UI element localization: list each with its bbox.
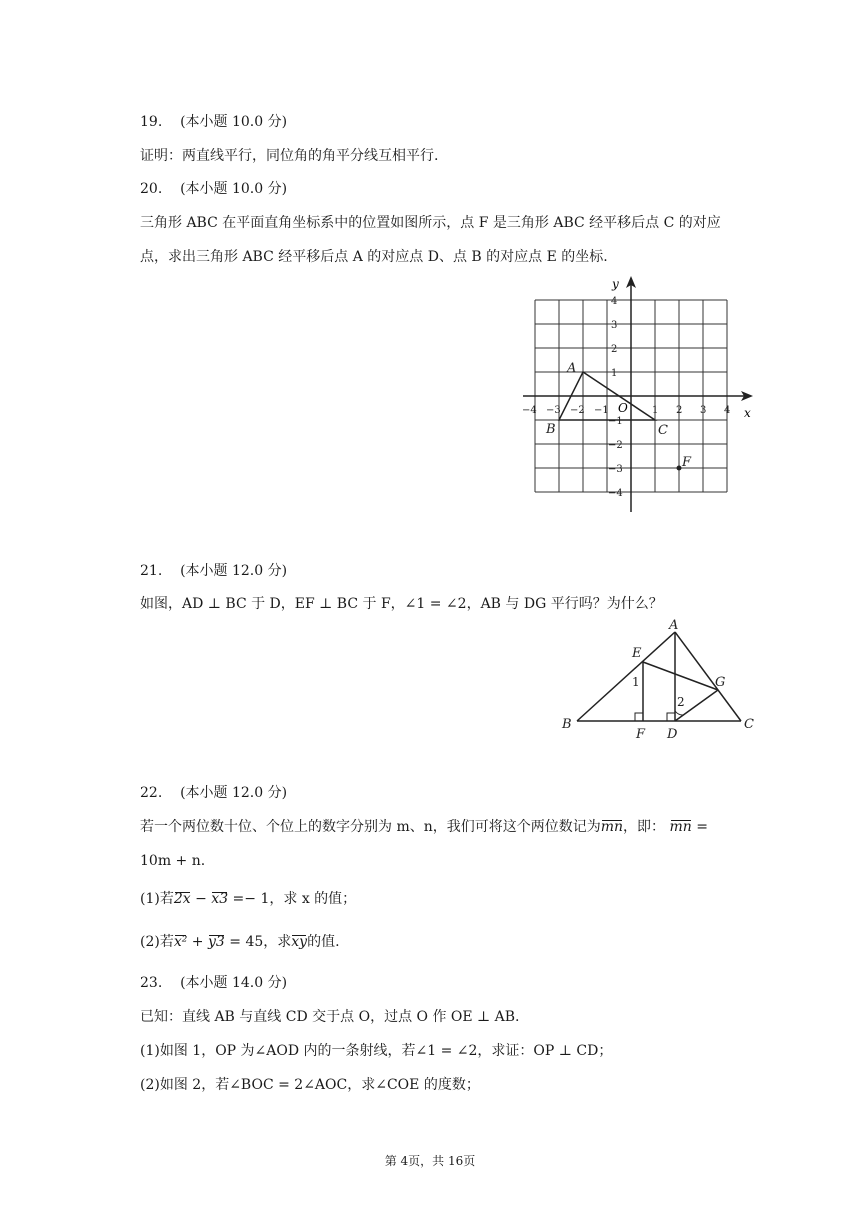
q22-text: ，即： — [623, 819, 666, 835]
segment-ac — [675, 632, 741, 721]
q21-text: 如图，AD ⊥ BC 于 D，EF ⊥ BC 于 F，∠1 = ∠2，AB 与 DG 平行吗？为什么？ — [140, 596, 663, 612]
q20-header — [140, 179, 287, 199]
q21-triangle-figure — [555, 615, 765, 745]
q19-text: 证明：两直线平行，同位角的角平分线互相平行. — [140, 148, 439, 164]
segment-ab — [577, 632, 675, 721]
overline-x3: x3 — [211, 891, 229, 907]
y-tick-label: −3 — [608, 464, 623, 475]
origin-label: O — [618, 401, 628, 415]
x-tick-label: 2 — [676, 405, 683, 416]
q20-score: (本小题 10.0 分) — [180, 181, 288, 197]
overline-mn: mn — [669, 819, 692, 835]
q19-score: (本小题 10.0 分) — [180, 114, 288, 130]
axes — [523, 284, 745, 512]
x-axis-label: x — [744, 406, 751, 420]
label-f: F — [636, 727, 646, 742]
y-tick-label: 2 — [611, 344, 618, 355]
q22-score: (本小题 12.0 分) — [180, 785, 288, 801]
q20-coordinate-figure — [515, 272, 755, 522]
q22-text: 的值. — [307, 934, 340, 950]
angle-2-arc — [675, 711, 683, 715]
overline-2x: 2x — [173, 891, 191, 907]
q19-number: 19. — [140, 114, 163, 130]
point-a-label: A — [567, 361, 577, 376]
label-c: C — [744, 717, 754, 732]
y-tick-label: 3 — [611, 320, 618, 331]
q22-line2: 10m + n. — [140, 853, 206, 869]
point-c-label: C — [658, 423, 668, 438]
q22-text: =− 1，求 x 的值； — [228, 891, 357, 907]
point-f — [677, 466, 682, 471]
q19-header — [140, 112, 287, 132]
q22-text: − — [190, 891, 212, 907]
point-b-label: B — [546, 422, 556, 437]
q20-line1: 三角形 ABC 在平面直角坐标系中的位置如图所示，点 F 是三角形 ABC 经平移后点 C 的对应 — [140, 215, 721, 231]
y-tick-label: −1 — [608, 416, 623, 427]
overline-y3: y3 — [208, 934, 225, 950]
overline-x2: x² — [173, 934, 188, 950]
label-d: D — [667, 727, 678, 742]
q20-number: 20. — [140, 181, 163, 197]
x-tick-label: −3 — [546, 405, 561, 416]
q22-text: (1)若 — [140, 891, 174, 907]
point-f-label: F — [682, 455, 692, 470]
q22-part2 — [140, 932, 340, 952]
overline-mn: mn — [600, 819, 624, 835]
q23-header — [140, 973, 287, 993]
q22-line1 — [140, 817, 708, 837]
x-tick-label: 3 — [700, 405, 707, 416]
q23-line2: (1)如图 1，OP 为∠AOD 内的一条射线，若∠1 = ∠2，求证：OP ⊥ CD； — [140, 1043, 613, 1059]
q23-number: 23. — [140, 975, 163, 991]
y-tick-label: 1 — [611, 368, 618, 379]
q22-text: 若一个两位数十位、个位上的数字分别为 m、n，我们可将这个两位数记为 — [140, 819, 601, 835]
label-a: A — [669, 618, 679, 633]
page-footer: 第 4页，共 16页 — [384, 1154, 476, 1168]
q23-line3: (2)如图 2，若∠BOC = 2∠AOC，求∠COE 的度数； — [140, 1077, 480, 1093]
x-tick-label: −4 — [522, 405, 537, 416]
label-b: B — [562, 717, 572, 732]
q21-number: 21. — [140, 563, 163, 579]
right-angle-f-icon — [635, 713, 643, 721]
y-tick-label: 4 — [611, 296, 618, 307]
angle-2-label: 2 — [677, 695, 685, 709]
q21-header — [140, 561, 287, 581]
q22-text: + — [187, 934, 208, 950]
q22-text: (2)若 — [140, 934, 174, 950]
right-angle-d-icon — [667, 713, 675, 721]
q22-header — [140, 783, 287, 803]
x-tick-label: −2 — [570, 405, 585, 416]
y-tick-label: −2 — [608, 440, 623, 451]
q23-score: (本小题 14.0 分) — [180, 975, 288, 991]
q21-score: (本小题 12.0 分) — [180, 563, 288, 579]
label-g: G — [715, 675, 726, 690]
q22-number: 22. — [140, 785, 163, 801]
x-tick-label: 4 — [724, 405, 731, 416]
q22-part1 — [140, 889, 356, 909]
x-tick-label: 1 — [652, 405, 659, 416]
label-e: E — [632, 646, 642, 661]
overline-xy: xy — [291, 934, 308, 950]
angle-1-label: 1 — [632, 675, 640, 689]
q22-text: = — [691, 819, 708, 835]
q20-line2: 点，求出三角形 ABC 经平移后点 A 的对应点 D、点 B 的对应点 E 的坐标. — [140, 249, 608, 265]
y-tick-label: −4 — [608, 488, 623, 499]
y-axis-label: y — [612, 277, 619, 291]
q22-text: = 45，求 — [224, 934, 292, 950]
q23-line1: 已知：直线 AB 与直线 CD 交于点 O，过点 O 作 OE ⊥ AB. — [140, 1009, 520, 1025]
x-tick-label: −1 — [594, 405, 609, 416]
